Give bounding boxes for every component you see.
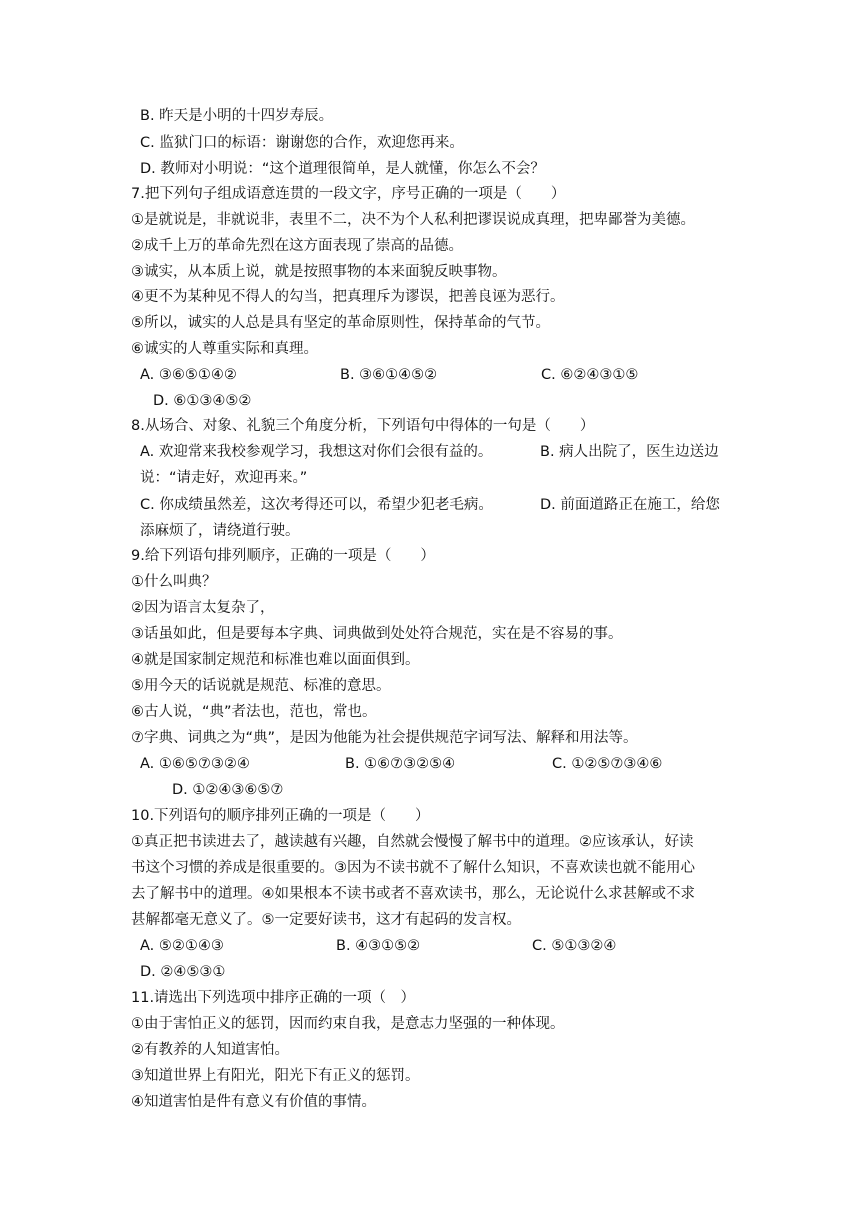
q9-option-c: C. ①②⑤⑦③④⑥ — [552, 756, 663, 772]
q6-option-c: C. 监狱门口的标语：谢谢您的合作，欢迎您再来。 — [140, 135, 464, 151]
q9-option-b: B. ①⑥⑦③②⑤④ — [345, 756, 456, 772]
q9-item: ⑤用今天的话说就是规范、标准的意思。 — [131, 678, 391, 694]
q7-item: ⑥诚实的人尊重实际和真理。 — [131, 341, 318, 357]
q10-paragraph-line: 甚解都毫无意义了。⑤一定要好读书，这才有起码的发言权。 — [131, 912, 521, 928]
q7-item: ⑤所以，诚实的人总是具有坚定的革命原则性，保持革命的气节。 — [131, 315, 550, 331]
q10-paragraph-line: 书这个习惯的养成是很重要的。③因为不读书就不了解什么知识，不喜欢读也就不能用心 — [131, 860, 695, 876]
q9-stem: 9.给下列语句排列顺序，正确的一项是（ ） — [131, 548, 435, 564]
q7-stem: 7.把下列句子组成语意连贯的一段文字，序号正确的一项是（ ） — [131, 186, 566, 202]
q8-option-c: C. 你成绩虽然差，这次考得还可以，希望少犯老毛病。 — [140, 497, 493, 513]
q8-option-a: A. 欢迎常来我校参观学习，我想这对你们会很有益的。 — [140, 444, 493, 460]
q9-item: ②因为语言太复杂了， — [131, 600, 275, 616]
q10-paragraph-line: 去了解书中的道理。④如果根本不读书或者不喜欢读书，那么，无论说什么求甚解或不求 — [131, 886, 695, 902]
q9-item: ①什么叫典？ — [131, 574, 217, 590]
q7-item: ①是就说是，非就说非，表里不二，决不为个人私利把谬误说成真理，把卑鄙誉为美德。 — [131, 212, 695, 228]
q11-item: ④知道害怕是件有意义有价值的事情。 — [131, 1094, 376, 1110]
q7-item: ②成千上万的革命先烈在这方面表现了崇高的品德。 — [131, 238, 463, 254]
q11-stem: 11.请选出下列选项中排序正确的一项（ ） — [131, 990, 416, 1006]
q7-option-a: A. ③⑥⑤①④② — [140, 367, 237, 383]
q11-item: ②有教养的人知道害怕。 — [131, 1042, 289, 1058]
q9-option-a: A. ①⑥⑤⑦③②④ — [140, 756, 250, 772]
q8-option-d-continued: 添麻烦了，请绕道行驶。 — [140, 523, 300, 539]
q10-option-b: B. ④③①⑤② — [336, 938, 421, 954]
q10-option-a: A. ⑤②①④③ — [140, 938, 224, 954]
q10-option-c: C. ⑤①③②④ — [532, 938, 617, 954]
q8-stem: 8.从场合、对象、礼貌三个角度分析，下列语句中得体的一句是（ ） — [131, 418, 595, 434]
q9-item: ④就是国家制定规范和标准也难以面面俱到。 — [131, 652, 420, 668]
q11-item: ③知道世界上有阳光，阳光下有正义的惩罚。 — [131, 1068, 420, 1084]
q8-option-d: D. 前面道路正在施工，给您 — [540, 497, 720, 513]
q9-item: ⑥古人说，“典”者法也，范也，常也。 — [131, 704, 377, 720]
q9-option-d: D. ①②④③⑥⑤⑦ — [172, 782, 284, 798]
q7-item: ④更不为某种见不得人的勾当，把真理斥为谬误，把善良诬为恶行。 — [131, 289, 565, 305]
q10-option-d: D. ②④⑤③① — [140, 964, 226, 980]
q7-item: ③诚实，从本质上说，就是按照事物的本来面貌反映事物。 — [131, 264, 507, 280]
q9-item: ⑦字典、词典之为“典”，是因为他能为社会提供规范字词写法、解释和用法等。 — [131, 730, 638, 746]
q11-item: ①由于害怕正义的惩罚，因而约束自我，是意志力坚强的一种体现。 — [131, 1016, 565, 1032]
q10-paragraph-line: ①真正把书读进去了，越读越有兴趣，自然就会慢慢了解书中的道理。②应该承认，好读 — [131, 834, 694, 850]
q7-option-d: D. ⑥①③④⑤② — [153, 393, 252, 409]
q8-option-b: B. 病人出院了，医生边送边 — [540, 444, 719, 460]
q7-option-b: B. ③⑥①④⑤② — [340, 367, 438, 383]
q7-option-c: C. ⑥②④③①⑤ — [541, 367, 639, 383]
q8-option-b-continued: 说：“请走好，欢迎再来。” — [140, 470, 308, 486]
q10-stem: 10.下列语句的顺序排列正确的一项是（ ） — [131, 808, 430, 824]
q6-option-b: B. 昨天是小明的十四岁寿辰。 — [140, 108, 334, 124]
q6-option-d: D. 教师对小明说：“这个道理很简单，是人就懂，你怎么不会？ — [140, 161, 545, 177]
q9-item: ③话虽如此，但是要每本字典、词典做到处处符合规范，实在是不容易的事。 — [131, 626, 623, 642]
